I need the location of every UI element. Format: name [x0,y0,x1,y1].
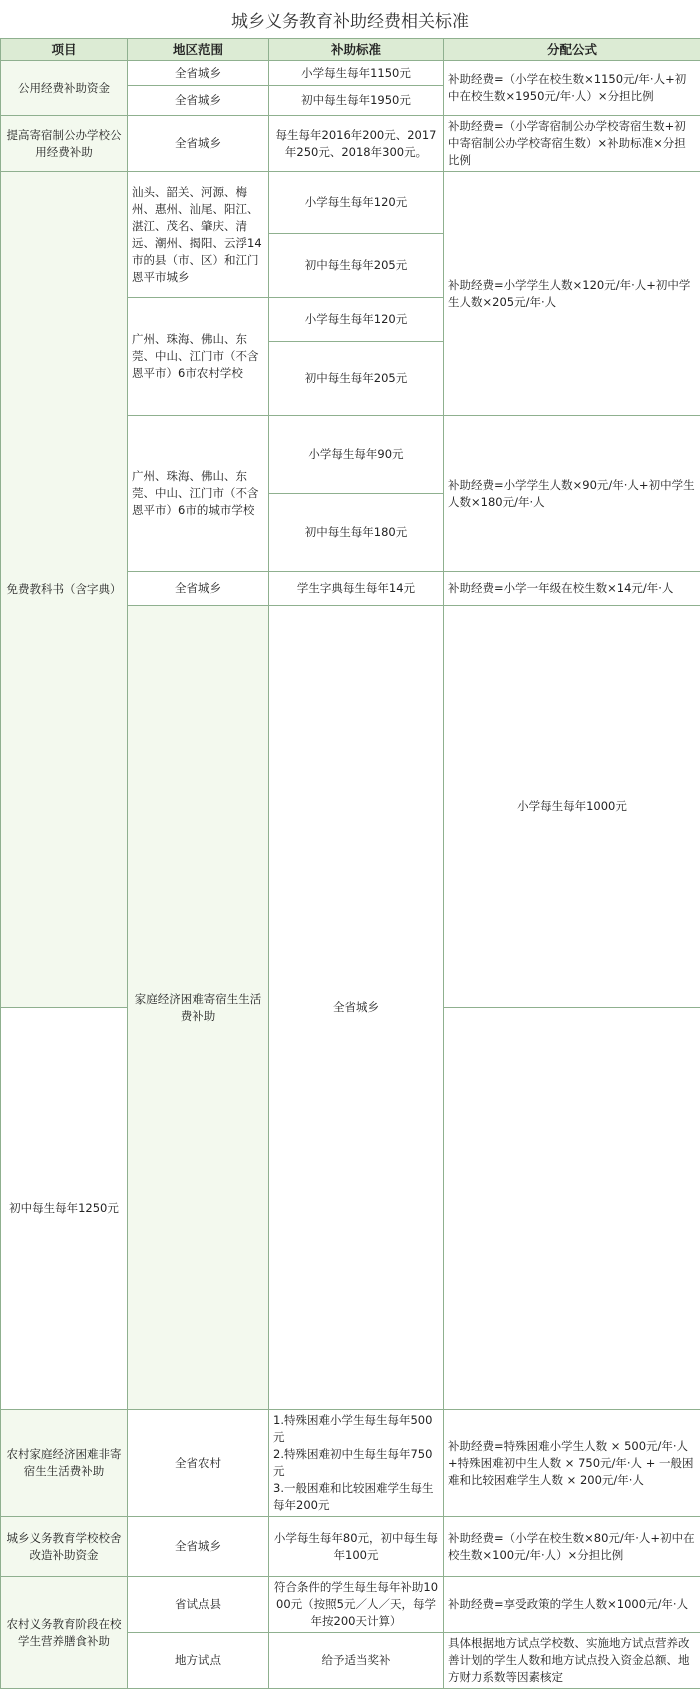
standard-cell: 初中每生每年180元 [269,494,444,572]
region-cell: 汕头、韶关、河源、梅州、惠州、汕尾、阳江、湛江、茂名、肇庆、清远、潮州、揭阳、云浮14市的县（市、区）和江门恩平市城乡 [128,172,269,298]
standard-cell: 学生字典每生每年14元 [269,572,444,606]
standard-cell [269,1410,444,1517]
header-region: 地区范围 [128,39,269,61]
standard-line-1: 1.特殊困难小学生每生每年500元 [273,1412,439,1446]
item-cell: 免费教科书（含字典） [1,172,128,1008]
formula-cell: 补助经费=特殊困难小学生人数 × 500元/年·人+特殊困难初中生人数 × 750元/年·人 + 一般困难和比较困难学生人数 × 200元/年·人 [444,1410,700,1517]
table-row [1,1410,700,1517]
standard-cell: 小学每生每年90元 [269,416,444,494]
standard-cell: 初中每生每年205元 [269,342,444,416]
region-cell: 全省城乡 [269,606,444,1410]
formula-cell: 补助经费=小学学生人数×120元/年·人+初中学生人数×205元/年·人 [444,172,700,416]
region-cell: 全省城乡 [128,61,269,86]
formula-cell: 补助经费=（小学寄宿制公办学校寄宿生数+初中寄宿制公办学校寄宿生数）×补助标准×分担比例 [444,116,700,172]
region-cell: 省试点县 [128,1577,269,1633]
item-cell: 提高寄宿制公办学校公用经费补助 [1,116,128,172]
region-cell: 全省城乡 [128,86,269,116]
subsidy-standards-table [0,38,700,1689]
region-cell: 广州、珠海、佛山、东莞、中山、江门市（不含恩平市）6市农村学校 [128,298,269,416]
table-row [1,116,700,172]
page-title: 城乡义务教育补助经费相关标准 [0,0,700,38]
table-row [1,61,700,86]
item-cell: 农村家庭经济困难非寄宿生生活费补助 [1,1410,128,1517]
header-standard: 补助标准 [269,39,444,61]
formula-cell: 补助经费=小学学生人数×90元/年·人+初中学生人数×180元/年·人 [444,416,700,572]
region-cell: 全省城乡 [128,116,269,172]
region-cell: 广州、珠海、佛山、东莞、中山、江门市（不含恩平市）6市的城市学校 [128,416,269,572]
table-row [1,172,700,234]
formula-cell: 补助经费=小学一年级在校生数×14元/年·人 [444,572,700,606]
formula-cell: 具体根据地方试点学校数、实施地方试点营养改善计划的学生人数和地方试点投入资金总额、地方财力系数等因素核定 [444,1633,700,1689]
standard-cell: 初中每生每年1950元 [269,86,444,116]
standard-cell: 小学每生每年120元 [269,172,444,234]
header-formula: 分配公式 [444,39,700,61]
table-header-row [1,39,700,61]
region-cell: 全省城乡 [128,572,269,606]
standard-cell: 小学每生每年1150元 [269,61,444,86]
item-cell: 农村义务教育阶段在校学生营养膳食补助 [1,1577,128,1689]
formula-cell: 补助经费=（小学在校生数×1150元/年·人+初中在校生数×1950元/年·人）×分担比例 [444,61,700,116]
item-cell: 城乡义务教育学校校舍改造补助资金 [1,1517,128,1577]
standard-cell: 初中每生每年1250元 [1,1008,128,1410]
table-row [1,1577,700,1633]
table-row [1,1517,700,1577]
standard-cell: 每生每年2016年200元、2017年250元、2018年300元。 [269,116,444,172]
header-item: 项目 [1,39,128,61]
region-cell: 全省城乡 [128,1517,269,1577]
standard-cell: 小学每生每年1000元 [444,606,700,1008]
standard-line-3: 3.一般困难和比较困难学生每生每年200元 [273,1480,439,1514]
standard-cell: 小学每生每年120元 [269,298,444,342]
region-cell: 全省农村 [128,1410,269,1517]
formula-cell: 补助经费=享受政策的学生人数×1000元/年·人 [444,1577,700,1633]
region-cell: 地方试点 [128,1633,269,1689]
standard-cell: 初中每生每年205元 [269,234,444,298]
item-cell: 公用经费补助资金 [1,61,128,116]
item-cell: 家庭经济困难寄宿生生活费补助 [128,606,269,1410]
standard-cell: 给予适当奖补 [269,1633,444,1689]
standard-cell: 小学每生每年80元，初中每生每年100元 [269,1517,444,1577]
standard-line-2: 2.特殊困难初中生每生每年750元 [273,1446,439,1480]
standard-cell: 符合条件的学生每生每年补助1000元（按照5元／人／天，每学年按200天计算） [269,1577,444,1633]
formula-cell: 补助经费=（小学在校生数×80元/年·人+初中在校生数×100元/年·人）×分担比例 [444,1517,700,1577]
